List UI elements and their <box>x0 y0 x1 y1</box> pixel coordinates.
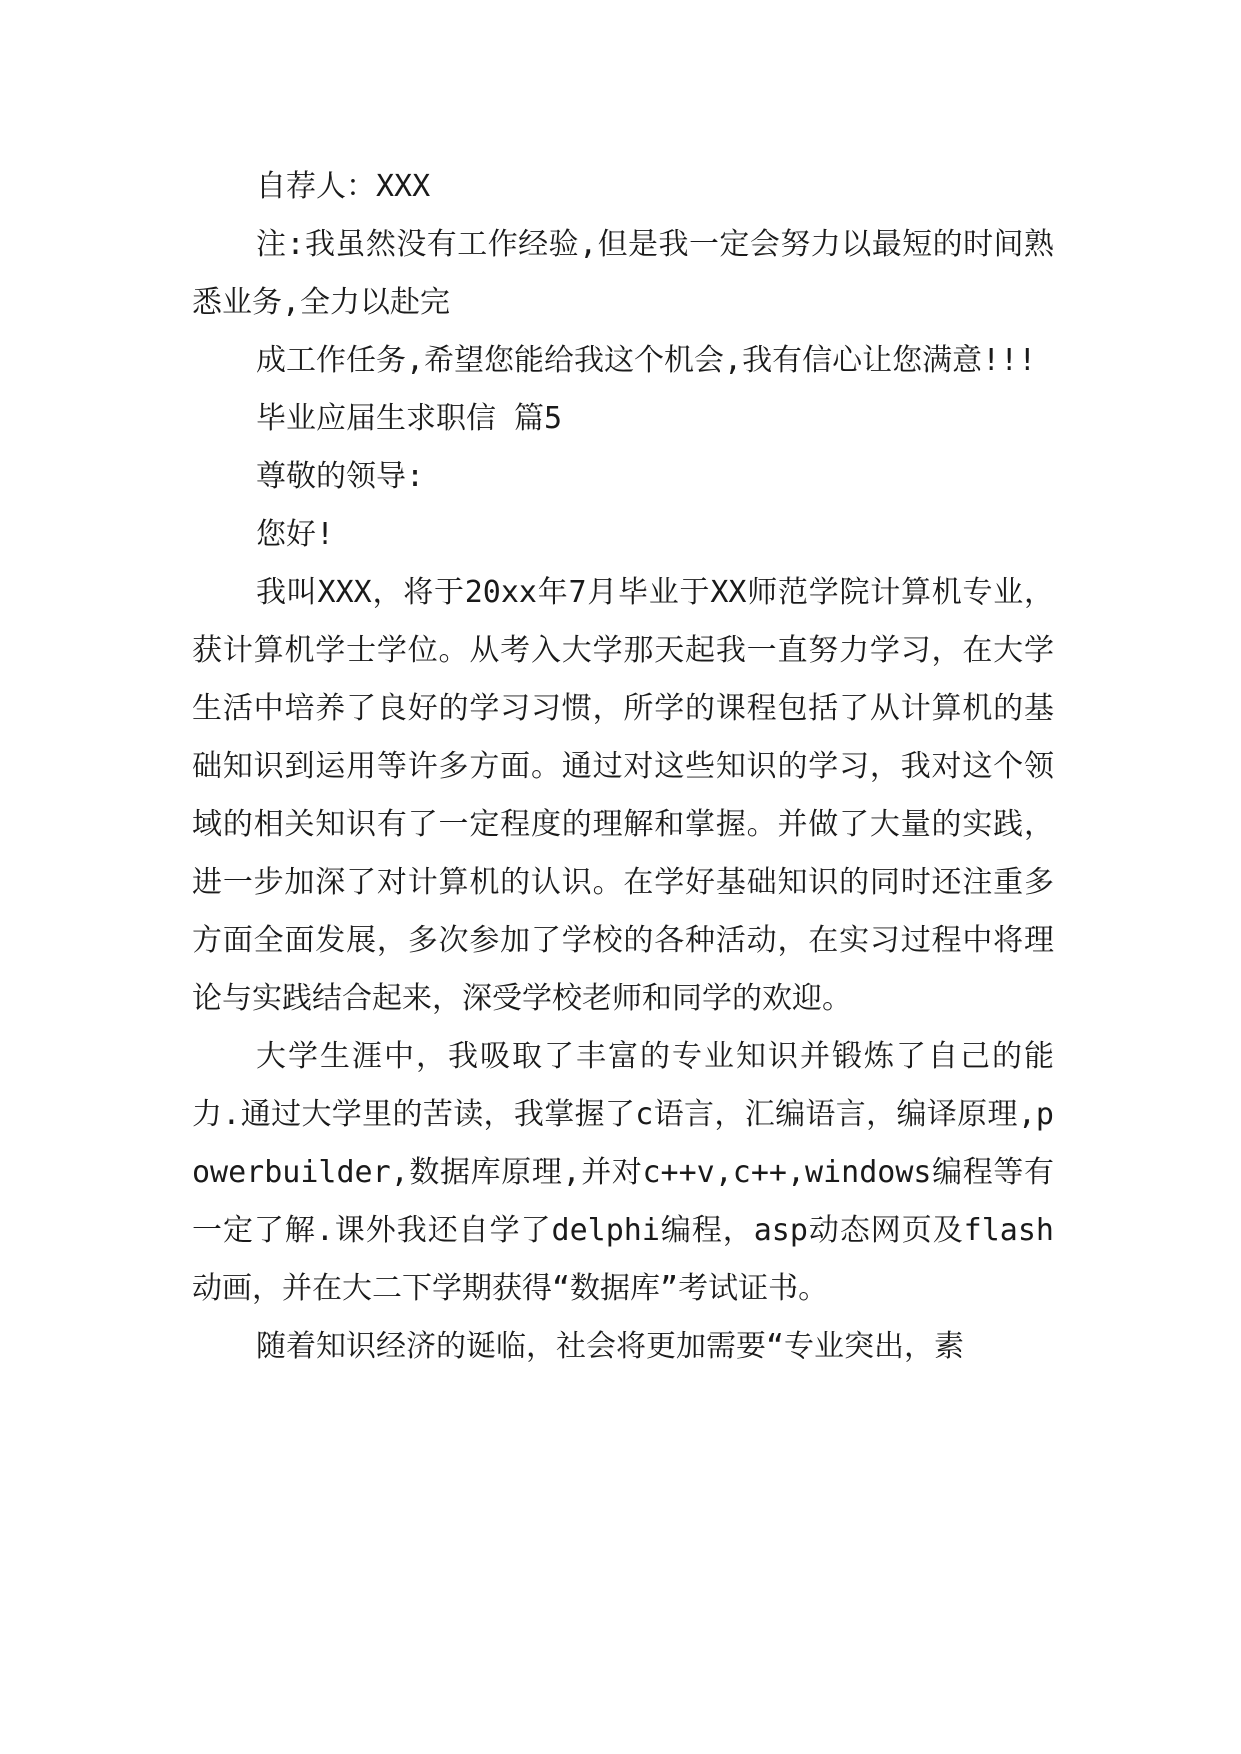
paragraph-note-continued: 成工作任务,希望您能给我这个机会,我有信心让您满意!!! <box>256 343 1037 378</box>
document-body <box>192 158 1054 1376</box>
salutation: 尊敬的领导: <box>256 459 425 494</box>
paragraph-introduction: 我叫XXX，将于20xx年7月毕业于XX师范学院计算机专业，获计算机学士学位。从考入大学那天起我一直努力学习，在大学生活中培养了良好的学习习惯，所学的课程包括了从计算机的基础知识到运用等许多方面。通过对这些知识的学习，我对这个领域的相关知识有了一定程度的理解和掌握。并做了大量的实践，进一步加深了对计算机的认识。在学好基础知识的同时还注重多方面全面发展，多次参加了学校的各种活动，在实习过程中将理论与实践结合起来，深受学校老师和同学的欢迎。 <box>192 575 1054 1016</box>
greeting: 您好! <box>256 517 335 552</box>
paragraph-signature: 自荐人：XXX <box>256 169 431 204</box>
section-heading: 毕业应届生求职信 篇5 <box>256 401 563 436</box>
paragraph-note: 注:我虽然没有工作经验,但是我一定会努力以最短的时间熟悉业务,全力以赴完 <box>192 227 1054 320</box>
paragraph-skills: 大学生涯中，我吸取了丰富的专业知识并锻炼了自己的能力.通过大学里的苦读，我掌握了c语言，汇编语言，编译原理,powerbuilder,数据库原理,并对c++v,c++,windows编程等有一定了解.课外我还自学了delphi编程，asp动态网页及flash动画，并在大二下学期获得“数据库”考试证书。 <box>192 1039 1054 1306</box>
paragraph-closing-start: 随着知识经济的诞临，社会将更加需要“专业突出，素 <box>256 1329 965 1364</box>
